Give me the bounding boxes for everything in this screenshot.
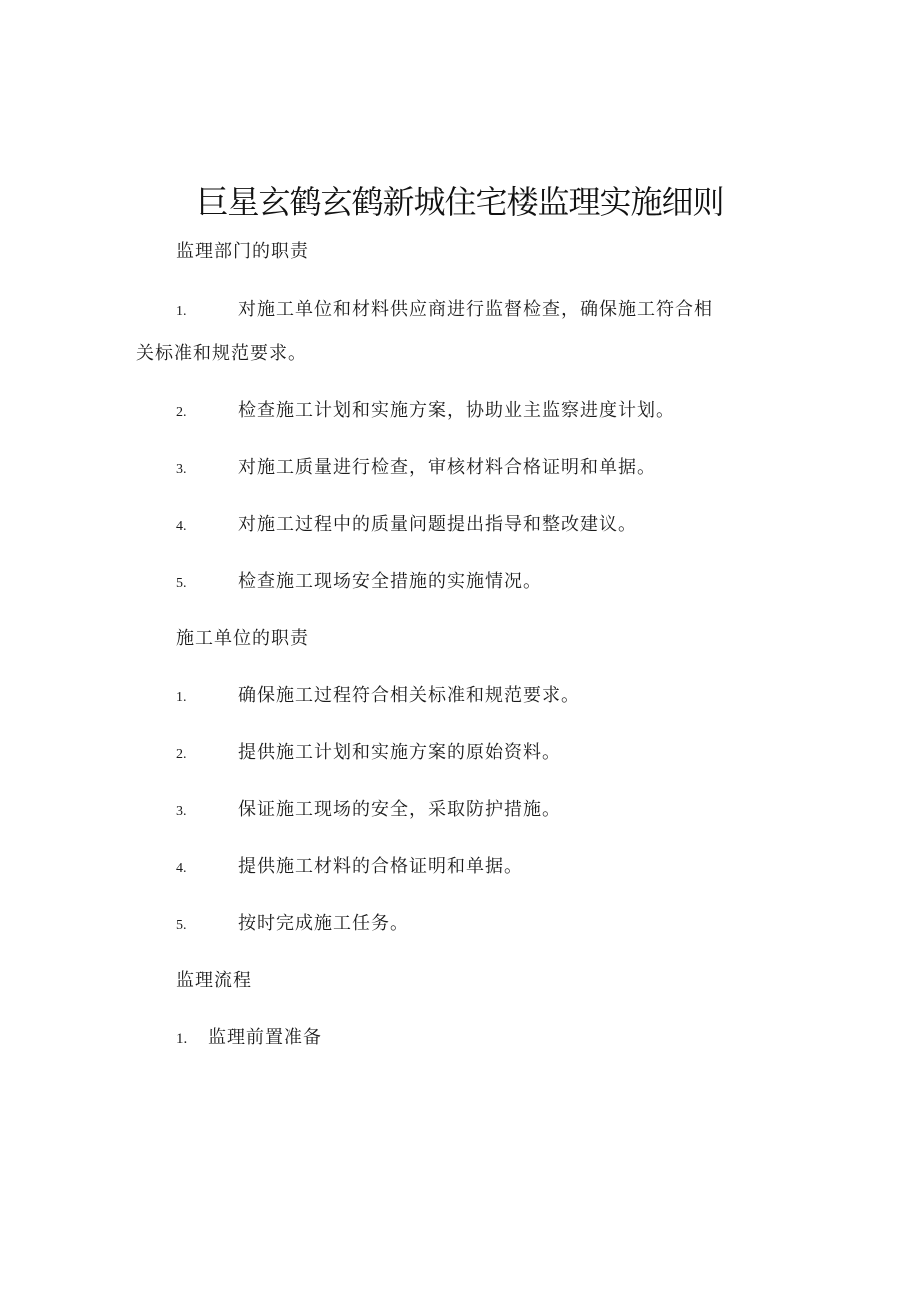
list-item-number: 1. xyxy=(176,1031,188,1047)
list-item xyxy=(176,912,776,938)
list-item xyxy=(176,684,776,710)
list-item-text: 监理前置准备 xyxy=(208,1027,322,1048)
list-item-number: 4. xyxy=(176,519,187,534)
list-item-text: 检查施工计划和实施方案，协助业主监察进度计划。 xyxy=(238,400,675,421)
list-item xyxy=(176,798,776,824)
section-heading-supervision-duties: 监理部门的职责 xyxy=(176,241,309,262)
list-item-number: 2. xyxy=(176,747,187,762)
section-heading-supervision-process: 监理流程 xyxy=(176,970,252,991)
list-item-text: 检查施工现场安全措施的实施情况。 xyxy=(238,571,542,592)
list-item-number: 4. xyxy=(176,861,187,876)
list-item-number: 3. xyxy=(176,804,187,819)
list-item-text: 提供施工计划和实施方案的原始资料。 xyxy=(238,742,561,763)
list-item xyxy=(176,855,776,881)
list-item xyxy=(176,456,776,482)
list-item xyxy=(176,570,776,596)
list-item-text: 保证施工现场的安全，采取防护措施。 xyxy=(238,799,561,820)
list-item-text: 提供施工材料的合格证明和单据。 xyxy=(238,856,523,877)
list-item-number: 1. xyxy=(176,690,187,705)
list-item-text: 对施工过程中的质量问题提出指导和整改建议。 xyxy=(238,514,637,535)
list-item xyxy=(176,741,776,767)
list-item-number: 5. xyxy=(176,918,187,933)
list-item-text: 按时完成施工任务。 xyxy=(238,913,409,934)
list-item-number: 1. xyxy=(176,304,187,319)
list-item-number: 3. xyxy=(176,462,187,477)
list-item-text: 对施工单位和材料供应商进行监督检查，确保施工符合相 xyxy=(238,299,713,320)
list-item-continuation: 关标准和规范要求。 xyxy=(136,343,307,364)
section-heading-contractor-duties: 施工单位的职责 xyxy=(176,628,309,649)
document-title: 巨星玄鹤玄鹤新城住宅楼监理实施细则 xyxy=(196,183,724,221)
list-item-number: 2. xyxy=(176,405,187,420)
list-item xyxy=(176,298,776,324)
list-item xyxy=(176,513,776,539)
list-item xyxy=(176,399,776,425)
list-item-number: 5. xyxy=(176,576,187,591)
list-item xyxy=(176,1026,776,1051)
list-item-text: 确保施工过程符合相关标准和规范要求。 xyxy=(238,685,580,706)
list-item-text: 对施工质量进行检查，审核材料合格证明和单据。 xyxy=(238,457,656,478)
